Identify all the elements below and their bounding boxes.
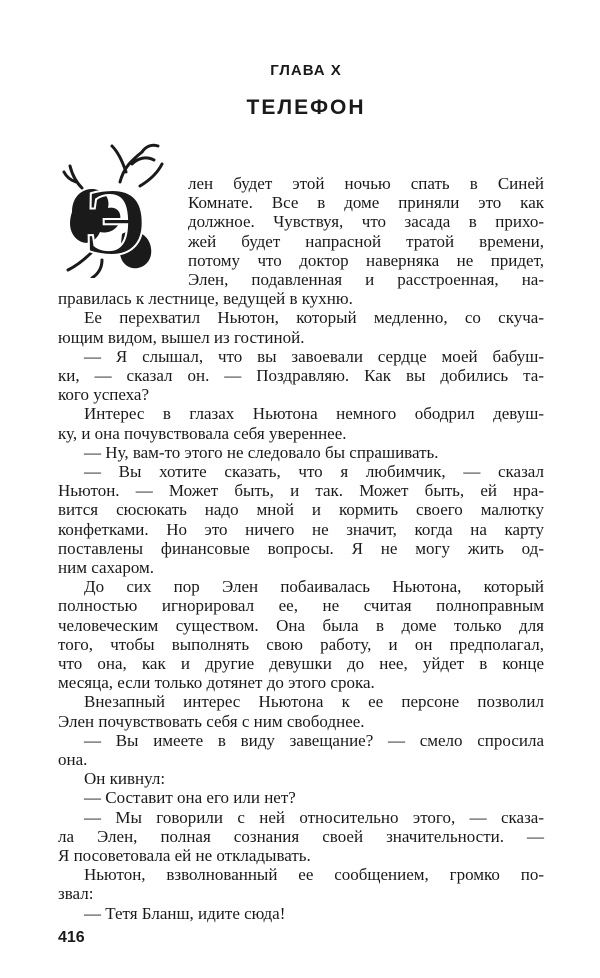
text-line: что она, как и другие девушки до нее, уйдет в конце xyxy=(58,654,544,673)
text-line: должное. Чувствуя, что засада в прихо- xyxy=(188,212,544,232)
text-line: вится сюсюкать надо мной и кормить своего малютку xyxy=(58,500,544,520)
text-line: кого успеха? xyxy=(58,385,150,405)
text-line: Я посоветовала ей не откладывать. xyxy=(58,846,311,865)
text-line: конфетками. Но это ничего не значит, когда на карту xyxy=(58,519,544,539)
page-number: 416 xyxy=(58,928,85,946)
decorative-dropcap-illustration xyxy=(62,142,170,278)
text-line: Ньютон, взволнованный ее сообщением, громко по- xyxy=(84,865,544,885)
text-line: она. xyxy=(58,750,88,769)
text-line: Элен, подавленная и расстроенная, на- xyxy=(188,270,544,289)
text-line: жей будет напрасной тратой времени, xyxy=(188,231,544,251)
chapter-title: ТЕЛЕФОН xyxy=(246,96,366,119)
text-line: — Я слышал, что вы завоевали сердце моей бабуш- xyxy=(84,346,544,366)
text-line: ку, и она почувствовала себя увереннее. xyxy=(58,423,347,443)
text-line: месяца, если только дотянет до этого срока. xyxy=(58,673,375,693)
text-line: Ньютон. — Может быть, и так. Может быть, ей нра- xyxy=(58,481,544,501)
text-line: — Составит она его или нет? xyxy=(84,788,296,808)
text-line: Комнате. Все в доме приняли это как xyxy=(188,193,544,213)
text-line: — Тетя Бланш, идите сюда! xyxy=(84,903,286,923)
text-line: человеческим существом. Она была в доме только для xyxy=(58,615,544,635)
text-line: правилась к лестнице, ведущей в кухню. xyxy=(58,289,353,309)
text-line: — Ну, вам-то этого не следовало бы спрашивать. xyxy=(84,442,439,462)
chapter-label: ГЛАВА X xyxy=(270,62,342,79)
text-line: полностью игнорировал ее, не считая полноправным xyxy=(58,596,544,616)
text-line: — Вы имеете в виду завещание? — смело спросила xyxy=(84,730,544,750)
text-line: звал: xyxy=(58,884,94,904)
text-line: ла Элен, полная сознания своей значительности. — xyxy=(58,826,544,846)
text-line: лен будет этой ночью спать в Синей xyxy=(188,174,544,193)
text-line: — Вы хотите сказать, что я любимчик, — сказал xyxy=(84,462,544,481)
text-line: Он кивнул: xyxy=(84,769,166,789)
text-line: потому что доктор наверняка не придет, xyxy=(188,250,544,270)
text-line: — Мы говорили с ней относительно этого, — сказа- xyxy=(84,807,544,827)
text-line: Ее перехватил Ньютон, который медленно, со скуча- xyxy=(84,308,544,328)
text-line: поставлены финансовые вопросы. Я не могу жить од- xyxy=(58,538,544,558)
text-line: ним сахаром. xyxy=(58,558,155,577)
text-line: Элен почувствовать себя с ним свободнее. xyxy=(58,711,365,731)
text-line: До сих пор Элен побаивалась Ньютона, который xyxy=(84,577,544,597)
text-line: ющим видом, вышел из гостиной. xyxy=(58,327,305,347)
dropcap-letter: Э xyxy=(82,168,148,275)
text-line: ки, — сказал он. — Поздравляю. Как вы добились та- xyxy=(58,366,544,385)
text-line: того, чтобы выполнять свою работу, и он предполагал, xyxy=(58,634,544,654)
text-line: Интерес в глазах Ньютона немного ободрил девуш- xyxy=(84,404,544,424)
text-line: Внезапный интерес Ньютона к ее персоне позволил xyxy=(84,692,544,712)
